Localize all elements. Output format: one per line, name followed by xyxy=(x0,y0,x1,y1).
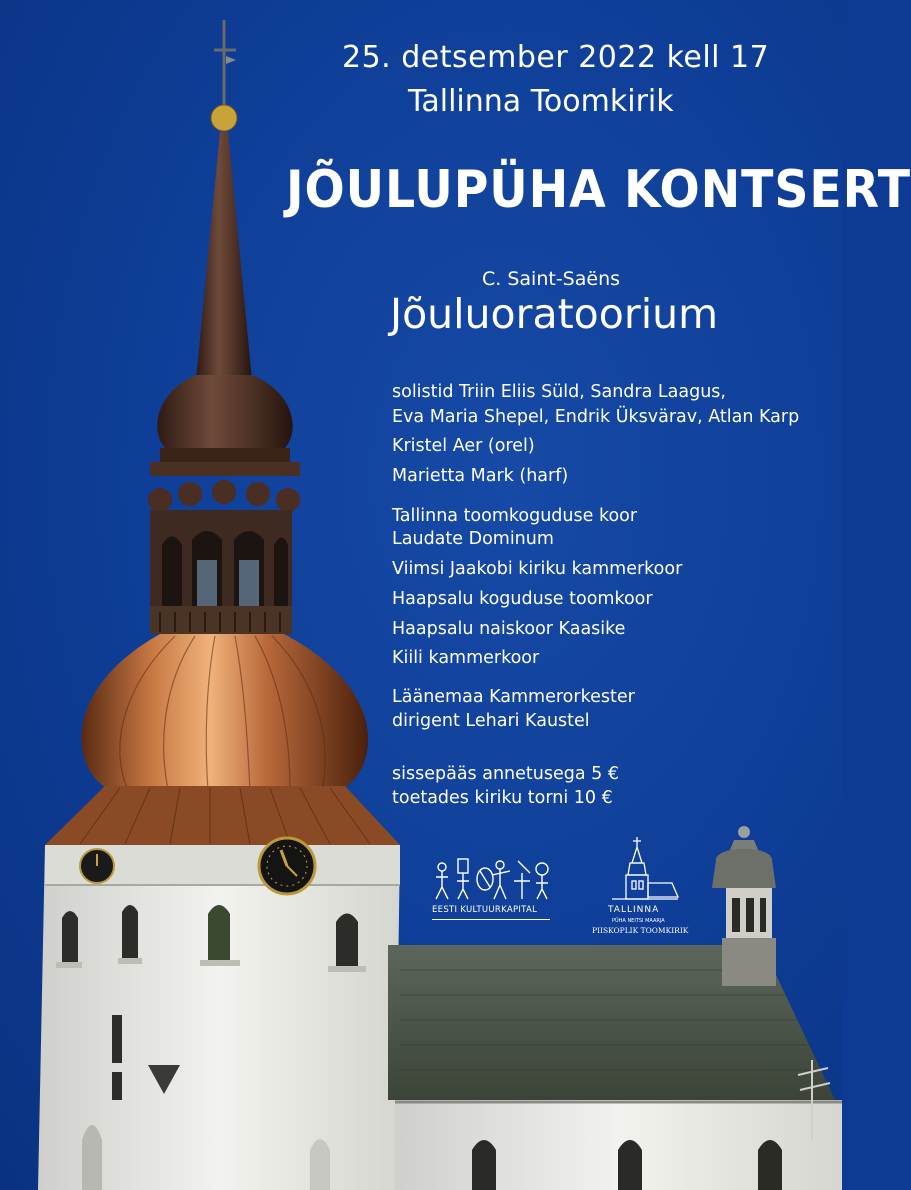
toomkirik-logo xyxy=(592,835,689,945)
spire-ball xyxy=(211,105,237,131)
admission-line-2: toetades kiriku torni 10 € xyxy=(392,788,613,808)
soloists-line-2: Eva Maria Shepel, Endrik Üksvärav, Atlan Karp xyxy=(392,407,800,427)
toomkirik-type: PIISKOPLIK TOOMKIRIK xyxy=(592,926,689,935)
toomkirik-subtitle: PÜHA NEITSI MAARJA xyxy=(612,918,665,924)
composer-name: C. Saint-Saëns xyxy=(482,268,621,290)
organist: Kristel Aer (orel) xyxy=(392,436,535,456)
copper-roof-skirt xyxy=(45,786,400,845)
kulka-divider xyxy=(432,919,550,920)
sponsor-logos xyxy=(430,835,690,945)
kulka-caption: EESTI KULTUURKAPITAL xyxy=(432,905,538,915)
harpist: Marietta Mark (harf) xyxy=(392,466,569,486)
soloists-line-1: solistid Triin Eliis Süld, Sandra Laagus, xyxy=(392,382,726,402)
spire-needle xyxy=(196,132,252,380)
poster-title: JÕULUPÜHA KONTSERT xyxy=(286,160,911,220)
admission-line-1: sissepääs annetusega 5 € xyxy=(392,764,619,784)
choir-4: Haapsalu naiskoor Kaasike xyxy=(392,619,626,639)
upper-onion-dome xyxy=(157,375,292,452)
choir-1-line-1: Tallinna toomkoguduse koor xyxy=(392,506,638,526)
orchestra: Läänemaa Kammerorkester xyxy=(392,687,635,707)
clock-face-left xyxy=(80,849,114,883)
kulka-logo xyxy=(430,855,555,935)
kulka-figures-icon xyxy=(430,855,555,905)
clock-face-right xyxy=(259,838,315,894)
spire-cross xyxy=(214,20,236,108)
choir-1-line-2: Laudate Dominum xyxy=(392,529,554,549)
choir-2: Viimsi Jaakobi kiriku kammerkoor xyxy=(392,559,683,579)
church-tower-icon xyxy=(592,835,682,901)
choir-5: Kiili kammerkoor xyxy=(392,648,540,668)
choir-3: Haapsalu koguduse toomkoor xyxy=(392,589,653,609)
conductor: dirigent Lehari Kaustel xyxy=(392,711,590,731)
concert-venue: Tallinna Toomkirik xyxy=(408,84,674,119)
toomkirik-name: TALLINNA xyxy=(608,905,660,915)
concert-date-time: 25. detsember 2022 kell 17 xyxy=(342,40,770,75)
work-title: Jõuluoratoorium xyxy=(390,290,719,338)
